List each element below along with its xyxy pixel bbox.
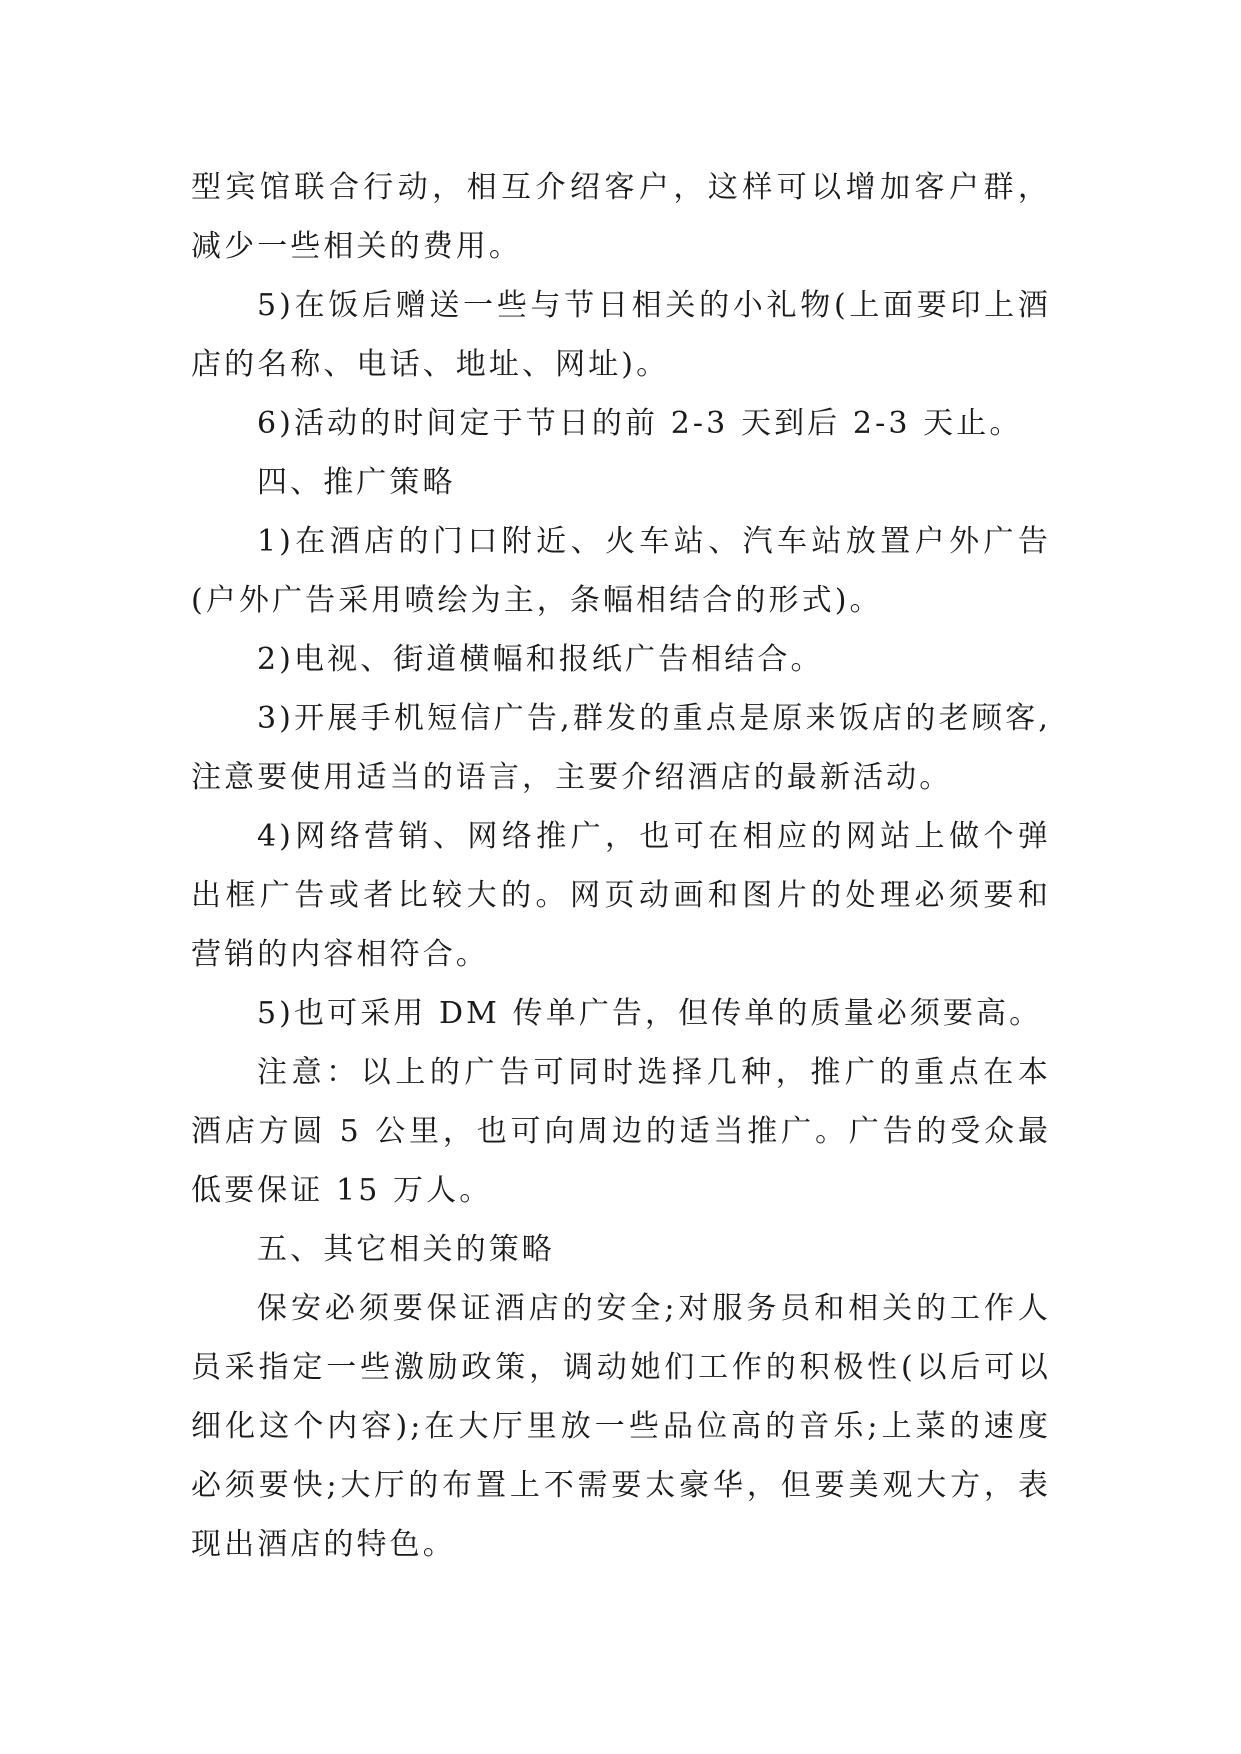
section-heading-promotion-strategy: 四、推广策略 (257, 465, 456, 500)
paragraph-item-5-gift: 5)在饭后赠送一些与节日相关的小礼物(上面要印上酒店的名称、电话、地址、网址)。 (191, 288, 1051, 382)
paragraph-note: 注意：以上的广告可同时选择几种，推广的重点在本酒店方圆 5 公里，也可向周边的适当推广。广告的受众最低要保证 15 万人。 (191, 1055, 1051, 1208)
paragraph-promo-1-outdoor-ads: 1)在酒店的门口附近、火车站、汽车站放置户外广告(户外广告采用喷绘为主，条幅相结合的形式)。 (191, 524, 1051, 618)
paragraph-promo-2-tv-banners: 2)电视、街道横幅和报纸广告相结合。 (257, 642, 824, 677)
paragraph-other-strategies: 保安必须要保证酒店的安全;对服务员和相关的工作人员采指定一些激励政策，调动她们工作的积极性(以后可以细化这个内容);在大厅里放一些品位高的音乐;上菜的速度必须要快;大厅的布置上不需要太豪华，但要美观大方，表现出酒店的特色。 (191, 1291, 1051, 1562)
section-heading-other-strategies: 五、其它相关的策略 (257, 1232, 555, 1267)
paragraph-promo-4-online: 4)网络营销、网络推广，也可在相应的网站上做个弹出框广告或者比较大的。网页动画和图片的处理必须要和营销的内容相符合。 (191, 819, 1051, 972)
paragraph-promo-3-sms: 3)开展手机短信广告,群发的重点是原来饭店的老顾客,注意要使用适当的语言，主要介绍酒店的最新活动。 (191, 701, 1051, 795)
document-body (191, 158, 1051, 1574)
paragraph-continuation: 型宾馆联合行动，相互介绍客户，这样可以增加客户群，减少一些相关的费用。 (191, 170, 1051, 264)
paragraph-item-6-timing: 6)活动的时间定于节日的前 2-3 天到后 2-3 天止。 (257, 406, 1023, 441)
paragraph-promo-5-dm-flyers: 5)也可采用 DM 传单广告，但传单的质量必须要高。 (257, 996, 1043, 1031)
